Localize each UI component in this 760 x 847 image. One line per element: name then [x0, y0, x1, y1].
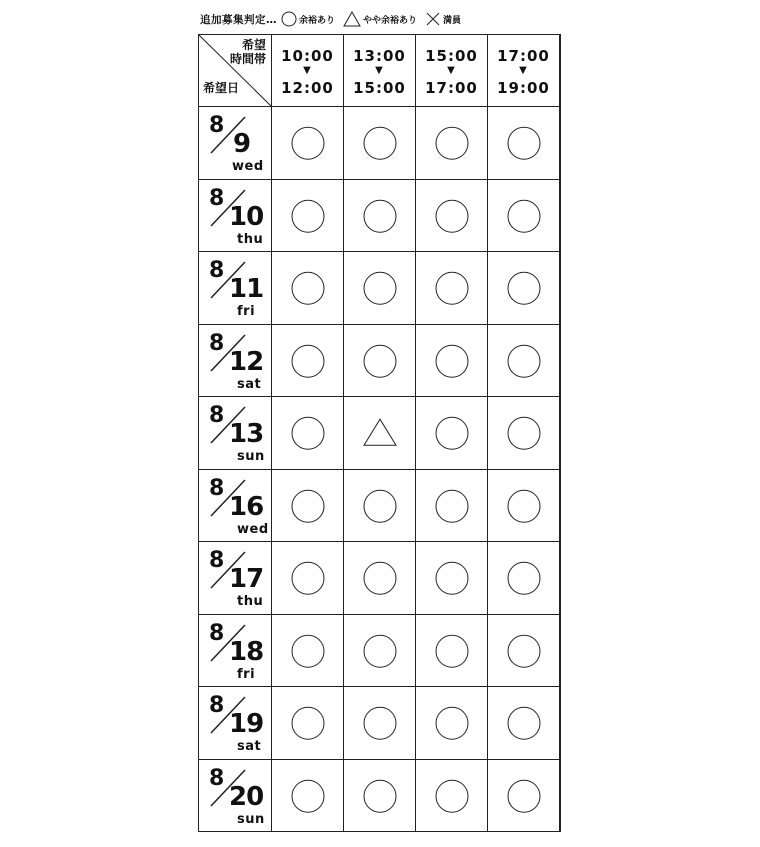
slot-cell — [272, 325, 344, 398]
date-weekday: sat — [237, 739, 262, 754]
legend-label-full: 満員 — [443, 15, 462, 26]
slot-arrow-icon: ▼ — [447, 65, 456, 76]
date-day: 12 — [229, 346, 264, 377]
slot-arrow-icon: ▼ — [375, 65, 384, 76]
circle-icon — [488, 107, 560, 180]
date-weekday: fri — [237, 304, 256, 319]
slot-end-time: 17:00 — [425, 79, 478, 97]
circle-icon — [416, 470, 488, 543]
slot-arrow-icon: ▼ — [519, 65, 528, 76]
date-day: 20 — [229, 781, 264, 812]
slot-start-time: 15:00 — [425, 47, 478, 65]
date-weekday: wed — [232, 159, 264, 174]
slot-cell — [344, 252, 416, 325]
slot-cell — [416, 615, 488, 688]
slot-end-time: 19:00 — [497, 79, 550, 97]
circle-icon — [344, 615, 416, 688]
slot-cell — [416, 470, 488, 543]
circle-icon — [272, 325, 344, 398]
date-cell — [199, 180, 272, 253]
circle-icon — [272, 615, 344, 688]
time-slot-header — [344, 35, 416, 107]
legend-item-limited — [343, 11, 417, 27]
slot-cell — [272, 470, 344, 543]
date-month: 8 — [209, 185, 225, 211]
date-month: 8 — [209, 693, 225, 718]
date-cell — [199, 325, 272, 398]
circle-icon — [281, 11, 297, 27]
circle-icon — [416, 180, 488, 253]
legend — [200, 9, 469, 29]
date-day: 16 — [229, 491, 264, 522]
cross-icon — [425, 11, 441, 27]
slot-cell — [272, 180, 344, 253]
slot-cell — [344, 615, 416, 688]
circle-icon — [488, 397, 560, 470]
circle-icon — [344, 760, 416, 833]
time-slot-header — [416, 35, 488, 107]
date-weekday: thu — [237, 594, 264, 609]
slot-cell — [416, 760, 488, 833]
circle-icon — [272, 252, 344, 325]
date-cell — [199, 760, 272, 833]
slot-cell — [344, 325, 416, 398]
header-corner — [199, 35, 272, 107]
date-day: 11 — [229, 274, 264, 304]
triangle-icon — [343, 11, 361, 27]
circle-icon — [344, 325, 416, 398]
circle-icon — [344, 180, 416, 253]
circle-icon — [488, 687, 560, 760]
slot-cell — [272, 760, 344, 833]
time-axis-label: 希望 時間帯 — [229, 38, 266, 66]
circle-icon — [488, 325, 560, 398]
circle-icon — [488, 615, 560, 688]
slot-start-time: 10:00 — [281, 47, 334, 65]
slot-start-time: 13:00 — [353, 47, 406, 65]
date-cell — [199, 107, 272, 180]
slot-cell — [416, 397, 488, 470]
slot-cell — [488, 470, 560, 543]
circle-icon — [272, 760, 344, 833]
circle-icon — [416, 687, 488, 760]
circle-icon — [272, 397, 344, 470]
date-day: 19 — [229, 709, 264, 739]
circle-icon — [344, 542, 416, 615]
slot-cell — [488, 180, 560, 253]
slot-cell — [344, 760, 416, 833]
circle-icon — [488, 542, 560, 615]
slot-arrow-icon: ▼ — [303, 65, 312, 76]
date-weekday: sun — [237, 811, 265, 827]
date-month: 8 — [209, 765, 225, 791]
circle-icon — [488, 180, 560, 253]
circle-icon — [416, 760, 488, 833]
legend-label-limited: やや余裕あり — [363, 15, 418, 26]
legend-lead: 追加募集判定… — [200, 13, 277, 26]
slot-end-time: 15:00 — [353, 79, 406, 97]
circle-icon — [272, 107, 344, 180]
slot-cell — [344, 397, 416, 470]
circle-icon — [488, 252, 560, 325]
date-weekday: sat — [237, 376, 262, 392]
legend-label-available: 余裕あり — [299, 15, 336, 26]
date-month: 8 — [209, 113, 225, 138]
slot-cell — [488, 615, 560, 688]
slot-cell — [272, 687, 344, 760]
time-slot-header — [488, 35, 560, 107]
slot-cell — [344, 470, 416, 543]
slot-cell — [488, 107, 560, 180]
slot-cell — [344, 107, 416, 180]
schedule-table — [198, 34, 561, 832]
legend-item-available — [281, 11, 335, 27]
slot-cell — [416, 252, 488, 325]
circle-icon — [272, 470, 344, 543]
slot-cell — [416, 180, 488, 253]
slot-cell — [344, 687, 416, 760]
circle-icon — [416, 252, 488, 325]
date-month: 8 — [209, 475, 225, 501]
date-weekday: sun — [237, 449, 265, 464]
slot-cell — [272, 252, 344, 325]
date-day: 18 — [229, 636, 264, 667]
date-cell — [199, 687, 272, 760]
date-cell — [199, 470, 272, 543]
slot-cell — [416, 542, 488, 615]
circle-icon — [344, 470, 416, 543]
slot-end-time: 12:00 — [281, 79, 334, 97]
slot-cell — [272, 397, 344, 470]
slot-cell — [272, 615, 344, 688]
circle-icon — [272, 180, 344, 253]
circle-icon — [416, 397, 488, 470]
date-weekday: thu — [237, 231, 264, 247]
date-weekday: fri — [237, 666, 256, 682]
date-day: 13 — [229, 419, 264, 449]
slot-cell — [416, 325, 488, 398]
slot-cell — [416, 107, 488, 180]
circle-icon — [344, 687, 416, 760]
circle-icon — [488, 470, 560, 543]
slot-cell — [488, 397, 560, 470]
circle-icon — [416, 542, 488, 615]
triangle-icon — [344, 397, 416, 470]
slot-cell — [272, 107, 344, 180]
date-weekday: wed — [237, 521, 269, 537]
circle-icon — [488, 760, 560, 833]
date-month: 8 — [209, 258, 225, 283]
date-month: 8 — [209, 548, 225, 573]
legend-item-full — [425, 11, 461, 27]
slot-cell — [272, 542, 344, 615]
slot-cell — [416, 687, 488, 760]
date-cell — [199, 252, 272, 325]
slot-cell — [344, 542, 416, 615]
date-day: 10 — [229, 201, 264, 232]
date-cell — [199, 397, 272, 470]
slot-cell — [488, 687, 560, 760]
slot-cell — [344, 180, 416, 253]
date-day: 9 — [233, 129, 251, 159]
slot-cell — [488, 252, 560, 325]
circle-icon — [272, 687, 344, 760]
date-month: 8 — [209, 403, 225, 428]
date-month: 8 — [209, 620, 225, 646]
slot-start-time: 17:00 — [497, 47, 550, 65]
circle-icon — [344, 107, 416, 180]
circle-icon — [416, 615, 488, 688]
date-axis-label: 希望日 — [203, 81, 240, 95]
circle-icon — [272, 542, 344, 615]
date-cell — [199, 615, 272, 688]
circle-icon — [416, 325, 488, 398]
time-slot-header — [272, 35, 344, 107]
date-month: 8 — [209, 330, 225, 356]
slot-cell — [488, 542, 560, 615]
date-day: 17 — [229, 564, 264, 594]
date-cell — [199, 542, 272, 615]
slot-cell — [488, 325, 560, 398]
slot-cell — [488, 760, 560, 833]
circle-icon — [416, 107, 488, 180]
circle-icon — [344, 252, 416, 325]
